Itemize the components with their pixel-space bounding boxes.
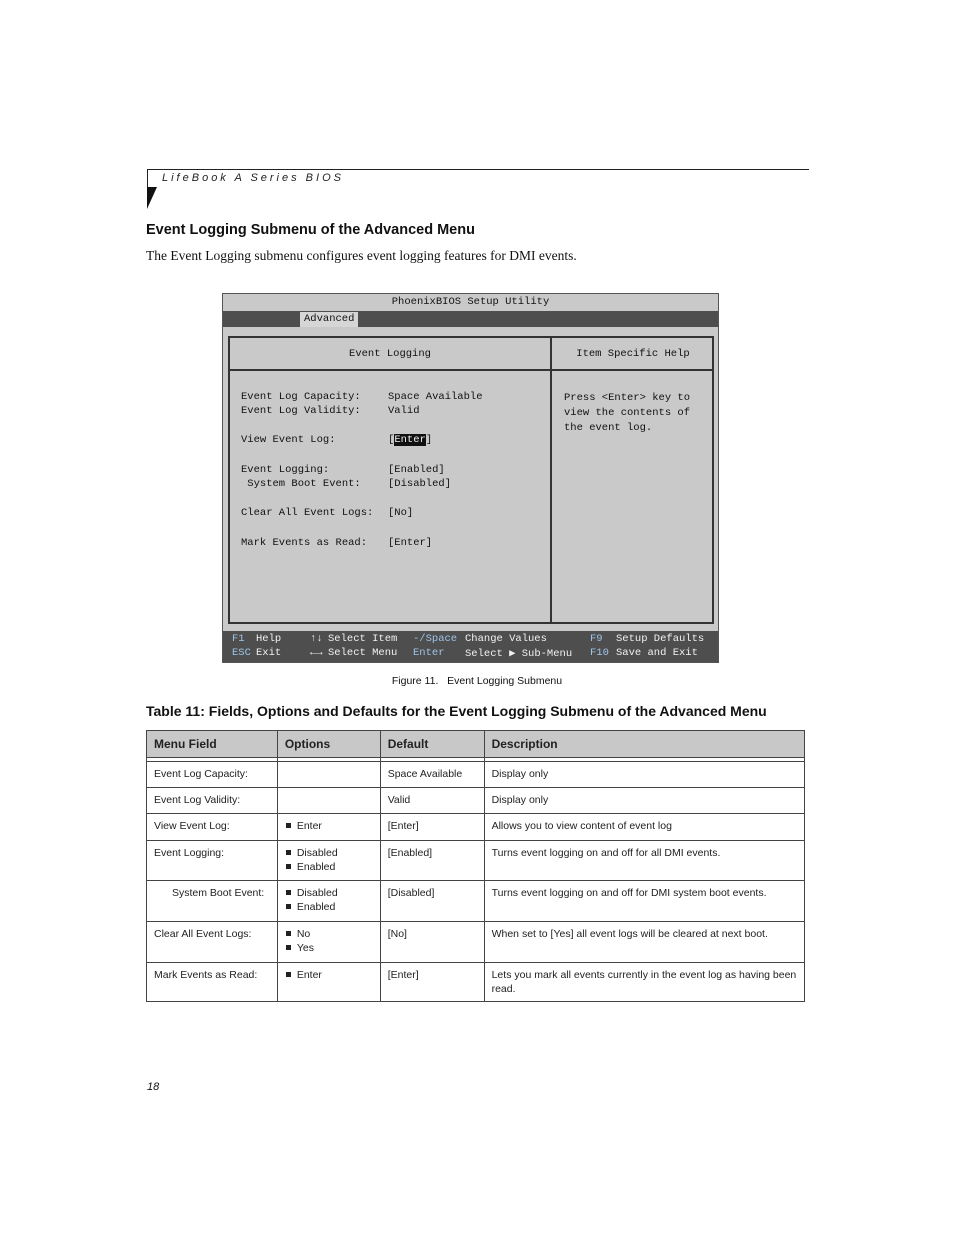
bullet-icon bbox=[286, 972, 291, 977]
table-row bbox=[147, 881, 805, 922]
key-space: -/Space bbox=[413, 633, 458, 645]
cell-options bbox=[277, 814, 380, 841]
cell-options bbox=[277, 788, 380, 814]
intro-paragraph: The Event Logging submenu configures event logging features for DMI events. bbox=[146, 248, 577, 263]
cell-default: Space Available bbox=[380, 762, 484, 788]
option-label: No bbox=[296, 928, 311, 940]
table-row bbox=[147, 762, 805, 788]
fields-table bbox=[146, 730, 805, 1002]
bullet-icon bbox=[286, 945, 291, 950]
view-event-log-field[interactable] bbox=[388, 434, 432, 446]
mark-events-read-field[interactable]: [Enter] bbox=[388, 537, 433, 549]
bios-panel-frame bbox=[228, 336, 714, 624]
bios-item-value: Valid bbox=[388, 405, 420, 417]
bullet-icon bbox=[286, 823, 291, 828]
cell-default: Valid bbox=[380, 788, 484, 814]
cell-options bbox=[277, 963, 380, 1002]
option-label: Disabled bbox=[296, 887, 338, 899]
cell-options bbox=[277, 762, 380, 788]
cell-description: Lets you mark all events currently in the event log as having been read. bbox=[484, 963, 804, 1002]
clear-all-event-logs-field[interactable]: [No] bbox=[388, 507, 414, 519]
cell-description: Turns event logging on and off for all DMI events. bbox=[484, 841, 804, 881]
header-vertical-rule bbox=[147, 169, 148, 187]
bios-screen bbox=[222, 293, 719, 663]
key-desc: Help bbox=[256, 633, 282, 645]
table-title: Table 11: Fields, Options and Defaults for the Event Logging Submenu of the Advanced Menu bbox=[146, 703, 767, 719]
system-boot-event-field[interactable]: [Disabled] bbox=[388, 478, 452, 490]
option-label: Enter bbox=[296, 969, 322, 981]
bios-item-label: System Boot Event: bbox=[241, 478, 361, 490]
option-item bbox=[285, 819, 373, 833]
table-row bbox=[147, 963, 805, 1002]
key-f10: F10 bbox=[590, 647, 609, 659]
running-header: LifeBook A Series BIOS bbox=[162, 172, 344, 184]
bullet-icon bbox=[286, 904, 291, 909]
key-desc: Select Menu bbox=[328, 647, 398, 659]
bios-title: PhoenixBIOS Setup Utility bbox=[391, 296, 550, 308]
header-wedge-mark bbox=[147, 187, 157, 209]
key-enter: Enter bbox=[413, 647, 445, 659]
cell-description: Display only bbox=[484, 788, 804, 814]
bullet-icon bbox=[286, 850, 291, 855]
key-desc: Exit bbox=[256, 647, 282, 659]
cell-default: [Enter] bbox=[380, 814, 484, 841]
key-esc: ESC bbox=[232, 647, 251, 659]
bios-item-label: Clear All Event Logs: bbox=[241, 507, 374, 519]
key-f1: F1 bbox=[232, 633, 245, 645]
table-header-row bbox=[147, 731, 805, 758]
header-rule bbox=[147, 169, 809, 170]
cell-field: Event Log Validity: bbox=[147, 788, 278, 814]
cell-field: Event Log Capacity: bbox=[147, 762, 278, 788]
option-label: Yes bbox=[296, 942, 314, 954]
panel-title: Event Logging bbox=[349, 348, 431, 360]
help-panel-title: Item Specific Help bbox=[576, 348, 690, 360]
cell-description: Turns event logging on and off for DMI system boot events. bbox=[484, 881, 804, 922]
cell-field: View Event Log: bbox=[147, 814, 278, 841]
cell-description: Allows you to view content of event log bbox=[484, 814, 804, 841]
option-item bbox=[285, 846, 373, 860]
cell-field: Clear All Event Logs: bbox=[147, 922, 278, 963]
key-desc: Select Item bbox=[328, 633, 398, 645]
cell-options bbox=[277, 922, 380, 963]
key-arrows-updown: ↑↓ bbox=[310, 633, 323, 645]
column-header: Menu Field bbox=[147, 731, 278, 758]
bios-menu-bar bbox=[223, 311, 718, 327]
bios-key-bar bbox=[223, 631, 718, 662]
option-label: Enabled bbox=[296, 901, 336, 913]
selected-value: Enter bbox=[394, 434, 426, 446]
event-logging-field[interactable]: [Enabled] bbox=[388, 464, 445, 476]
key-desc: Select ▶ Sub-Menu bbox=[465, 648, 573, 660]
cell-options bbox=[277, 841, 380, 881]
figure-caption: Figure 11. Event Logging Submenu bbox=[391, 675, 563, 687]
tab-advanced[interactable]: Advanced bbox=[300, 312, 358, 327]
column-header: Options bbox=[277, 731, 380, 758]
cell-field: Mark Events as Read: bbox=[147, 963, 278, 1002]
key-desc: Save and Exit bbox=[616, 647, 698, 659]
cell-field: System Boot Event: bbox=[147, 881, 278, 922]
key-f9: F9 bbox=[590, 633, 603, 645]
cell-default: [Enter] bbox=[380, 963, 484, 1002]
option-label: Disabled bbox=[296, 847, 338, 859]
cell-description: Display only bbox=[484, 762, 804, 788]
option-label: Enabled bbox=[296, 861, 336, 873]
option-item bbox=[285, 968, 373, 982]
option-item bbox=[285, 886, 373, 900]
table-row bbox=[147, 841, 805, 881]
section-title: Event Logging Submenu of the Advanced Menu bbox=[146, 222, 475, 238]
help-text: Press <Enter> key to view the contents of the event log. bbox=[564, 392, 691, 434]
bracket: [ bbox=[388, 434, 395, 446]
cell-options bbox=[277, 881, 380, 922]
option-item bbox=[285, 941, 373, 955]
column-header: Default bbox=[380, 731, 484, 758]
bullet-icon bbox=[286, 931, 291, 936]
cell-description: When set to [Yes] all event logs will be cleared at next boot. bbox=[484, 922, 804, 963]
bios-item-label: Event Logging: bbox=[241, 464, 330, 476]
bullet-icon bbox=[286, 864, 291, 869]
key-arrows-leftright: ←→ bbox=[310, 647, 323, 659]
bios-item-label: View Event Log: bbox=[241, 434, 336, 446]
bios-item-value: Space Available bbox=[388, 391, 483, 403]
table-row bbox=[147, 788, 805, 814]
cell-default: [Enabled] bbox=[380, 841, 484, 881]
cell-default: [No] bbox=[380, 922, 484, 963]
bios-item-label: Mark Events as Read: bbox=[241, 537, 368, 549]
option-item bbox=[285, 927, 373, 941]
table-row bbox=[147, 814, 805, 841]
cell-default: [Disabled] bbox=[380, 881, 484, 922]
option-item bbox=[285, 900, 373, 914]
bullet-icon bbox=[286, 890, 291, 895]
bracket: ] bbox=[425, 434, 433, 446]
key-desc: Setup Defaults bbox=[616, 633, 705, 645]
option-item bbox=[285, 860, 373, 874]
cell-field: Event Logging: bbox=[147, 841, 278, 881]
panel-header-rule bbox=[230, 369, 712, 371]
column-header: Description bbox=[484, 731, 804, 758]
page-number: 18 bbox=[147, 1081, 160, 1093]
key-desc: Change Values bbox=[465, 633, 547, 645]
table-row bbox=[147, 922, 805, 963]
option-label: Enter bbox=[296, 820, 322, 832]
bios-item-label: Event Log Capacity: bbox=[241, 391, 361, 403]
panel-divider bbox=[550, 338, 552, 622]
bios-item-label: Event Log Validity: bbox=[241, 405, 361, 417]
